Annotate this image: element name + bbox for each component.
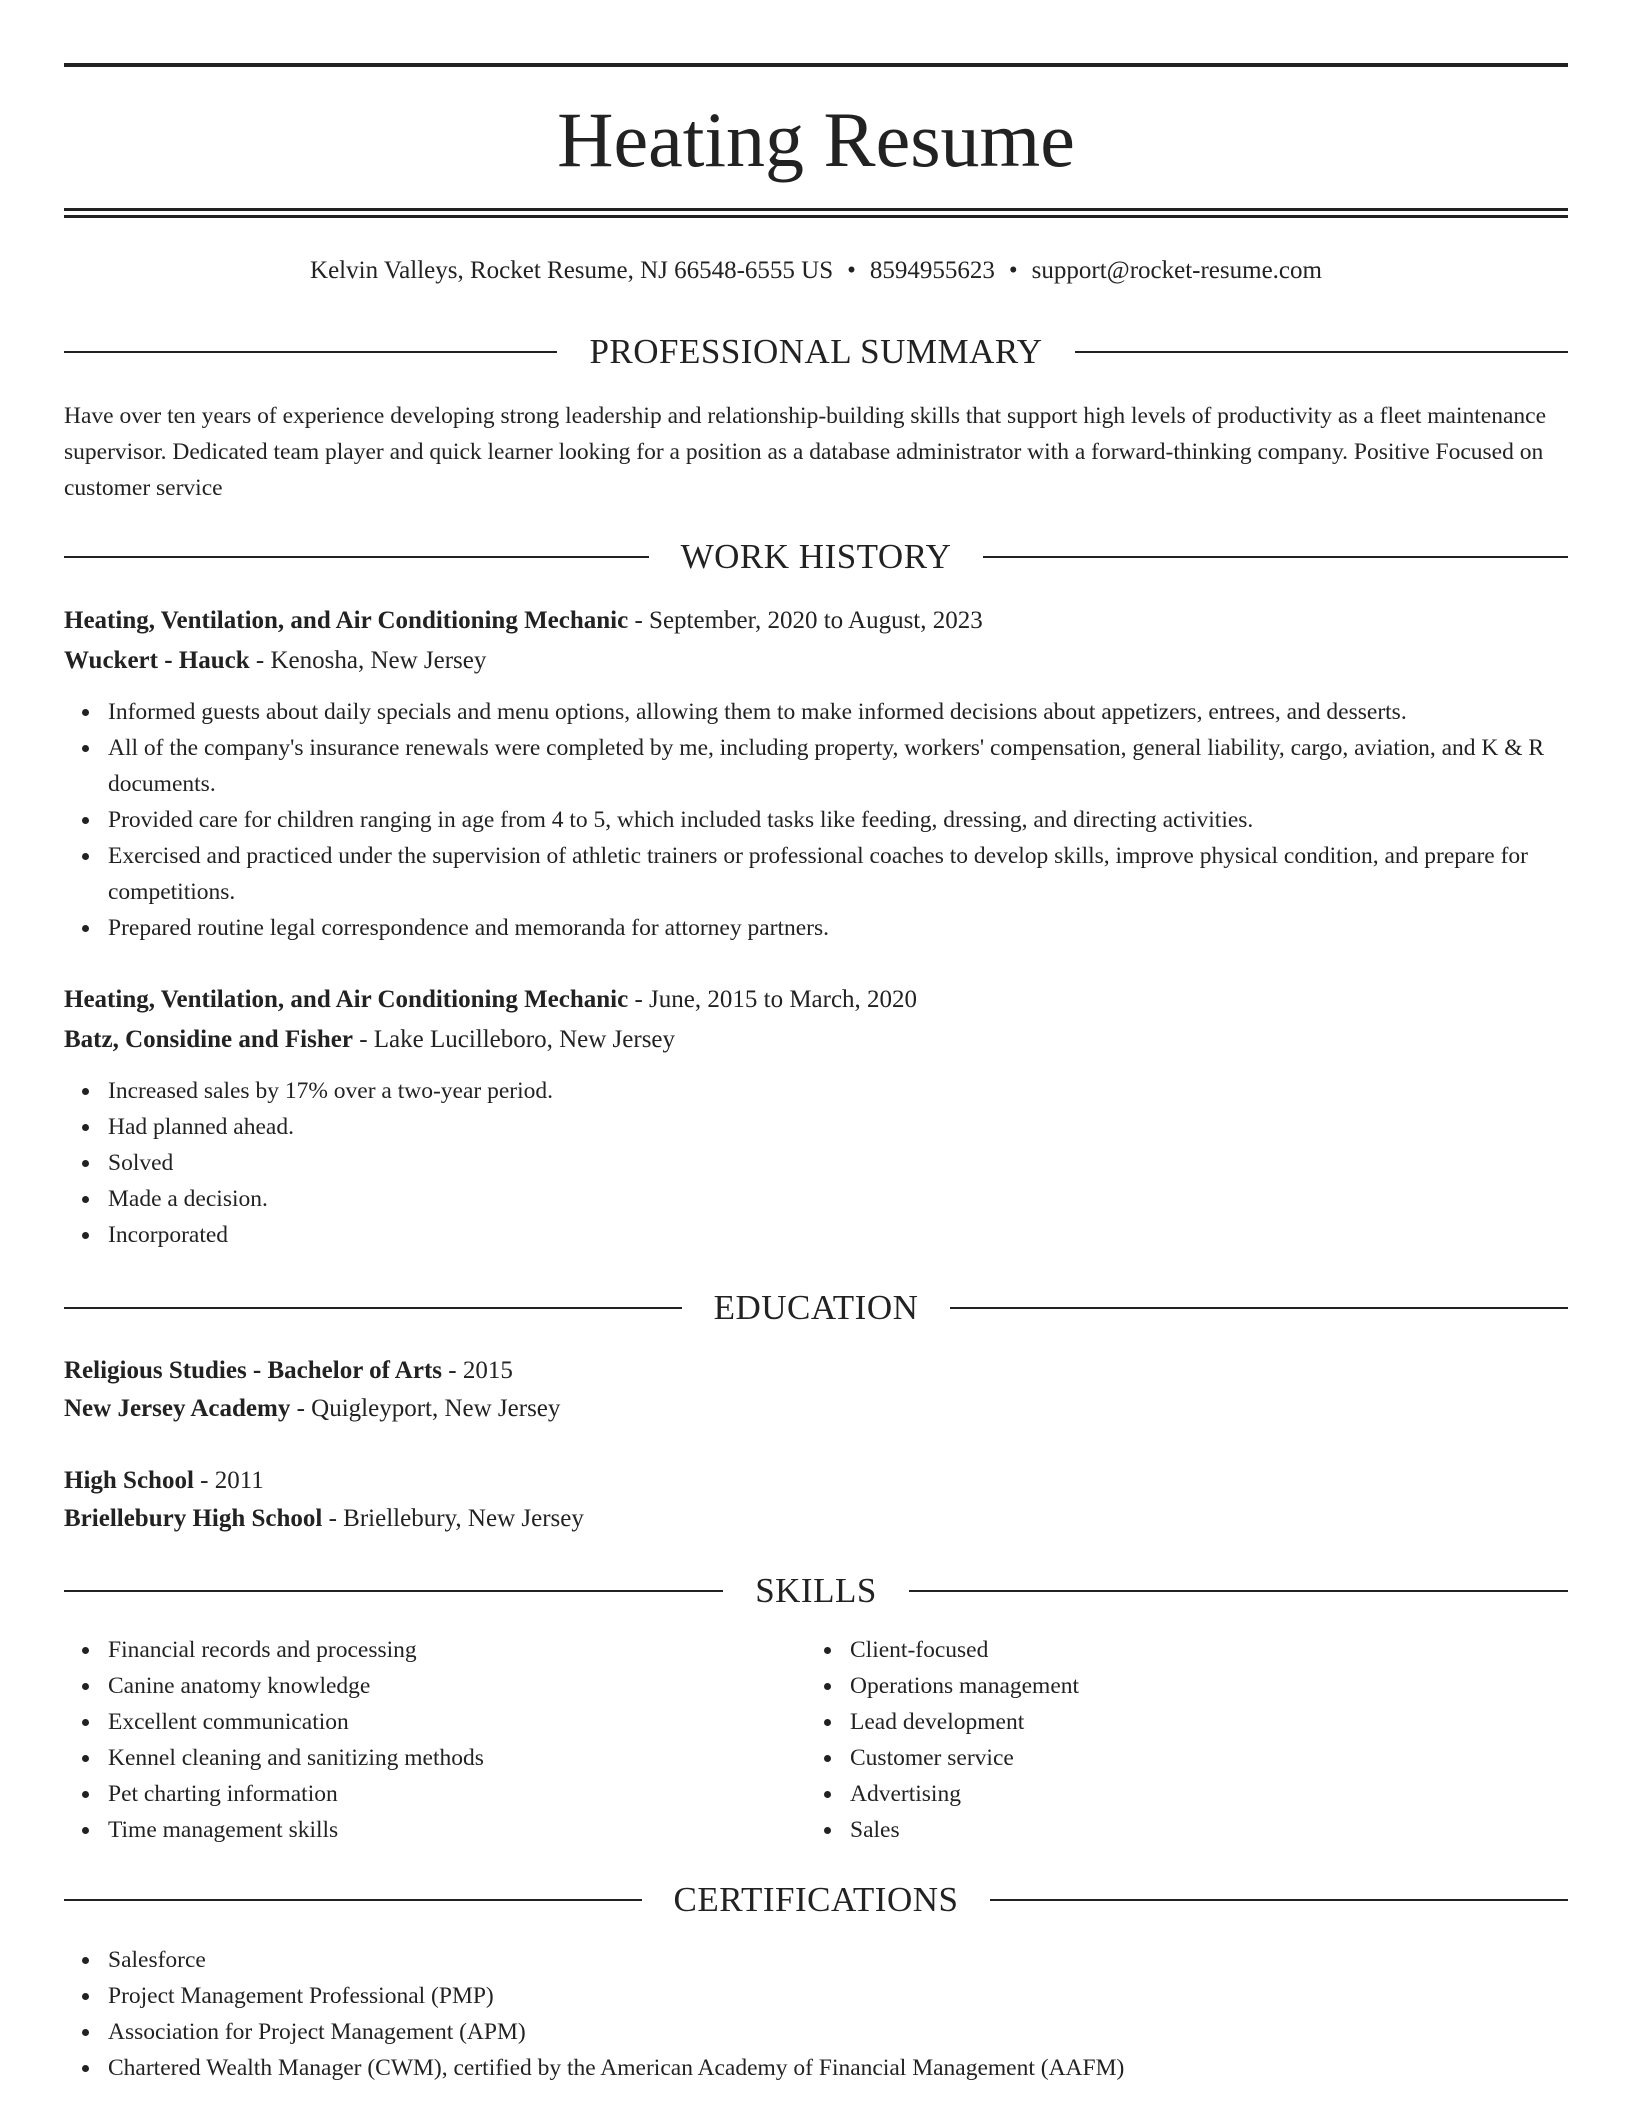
- section-rule: [983, 556, 1568, 558]
- certification-item: Chartered Wealth Manager (CWM), certified by the American Academy of Financial Management (AAFM): [108, 2050, 1612, 2086]
- section-rule: [990, 1899, 1568, 1901]
- title-double-rule: [64, 208, 1568, 218]
- list-item: Had planned ahead.: [108, 1109, 1612, 1145]
- skill-item: Time management skills: [108, 1812, 808, 1848]
- list-item: Incorporated: [108, 1217, 1612, 1253]
- education-2-degree-line: [64, 1463, 1568, 1499]
- education-year: - 2015: [442, 1357, 513, 1384]
- job-company: Batz, Considine and Fisher: [64, 1026, 353, 1053]
- list-item: Solved: [108, 1145, 1612, 1181]
- skill-item: Client-focused: [850, 1632, 1550, 1668]
- section-rule: [64, 1899, 642, 1901]
- skill-item: Pet charting information: [108, 1776, 808, 1812]
- education-section-header: [64, 1286, 1568, 1330]
- education-location: - Briellebury, New Jersey: [322, 1505, 584, 1532]
- work-heading: WORK HISTORY: [680, 537, 952, 576]
- skill-item: Lead development: [850, 1704, 1550, 1740]
- job-dates: - June, 2015 to March, 2020: [628, 986, 918, 1013]
- education-degree: Religious Studies - Bachelor of Arts: [64, 1357, 443, 1384]
- summary-section-header: [64, 330, 1568, 374]
- skill-item: Excellent communication: [108, 1704, 808, 1740]
- section-rule: [64, 1307, 682, 1309]
- job-title: Heating, Ventilation, and Air Conditioning Mechanic: [64, 986, 629, 1013]
- list-item: All of the company's insurance renewals were completed by me, including property, workers' compensation, general liability, cargo, aviation, and K & R documents.: [108, 730, 1612, 802]
- contact-address: Kelvin Valleys, Rocket Resume, NJ 66548-6555 US: [310, 257, 834, 284]
- job-company: Wuckert - Hauck: [64, 647, 250, 674]
- certifications-section-header: [64, 1878, 1568, 1922]
- education-degree: High School: [64, 1467, 194, 1494]
- education-school: New Jersey Academy: [64, 1395, 291, 1422]
- certification-item: Salesforce: [108, 1942, 1612, 1978]
- skill-item: Canine anatomy knowledge: [108, 1668, 808, 1704]
- skills-heading: SKILLS: [755, 1571, 877, 1610]
- education-year: - 2011: [193, 1467, 264, 1494]
- list-item: Made a decision.: [108, 1181, 1612, 1217]
- summary-heading: PROFESSIONAL SUMMARY: [589, 332, 1043, 371]
- summary-text: Have over ten years of experience developing strong leadership and relationship-building skills that support high levels of productivity as a fleet maintenance supervisor. Dedicated team player and quick learner looking for a position as a database administrator with a forward-thinking company. Positive Focused on customer service: [64, 403, 1547, 501]
- certification-item: Association for Project Management (APM): [108, 2014, 1612, 2050]
- job-2-title-line: [64, 982, 1568, 1018]
- job-location: - Lake Lucilleboro, New Jersey: [352, 1026, 676, 1053]
- skill-item: Sales: [850, 1812, 1550, 1848]
- section-rule: [64, 1590, 723, 1592]
- section-rule: [1075, 351, 1568, 353]
- list-item: Increased sales by 17% over a two-year period.: [108, 1073, 1612, 1109]
- contact-email: support@rocket-resume.com: [1031, 257, 1322, 284]
- list-item: Informed guests about daily specials and menu options, allowing them to make informed decisions about appetizers, entrees, and desserts.: [108, 694, 1612, 730]
- contact-separator: •: [847, 257, 856, 284]
- education-1-school-line: [64, 1391, 1568, 1427]
- contact-line: [64, 254, 1568, 288]
- job-1-company-line: [64, 643, 1568, 679]
- job-title: Heating, Ventilation, and Air Conditioning Mechanic: [64, 607, 629, 634]
- top-rule: [64, 63, 1568, 67]
- resume-title: Heating Resume: [557, 96, 1075, 183]
- list-item: Provided care for children ranging in age from 4 to 5, which included tasks like feeding, dressing, and directing activities.: [108, 802, 1612, 838]
- skills-left-list: [64, 1632, 808, 1848]
- job-1-bullets: [64, 694, 1612, 946]
- job-location: - Kenosha, New Jersey: [249, 647, 487, 674]
- job-2-bullets: [64, 1073, 1612, 1253]
- contact-phone: 8594955623: [869, 257, 995, 284]
- contact-separator: •: [1008, 257, 1018, 284]
- skill-item: Financial records and processing: [108, 1632, 808, 1668]
- education-school: Briellebury High School: [64, 1505, 323, 1532]
- certifications-list: [64, 1942, 1612, 2086]
- education-1-degree-line: [64, 1353, 1568, 1389]
- skill-item: Operations management: [850, 1668, 1550, 1704]
- job-dates: - September, 2020 to August, 2023: [628, 607, 983, 634]
- job-1-title-line: [64, 603, 1568, 639]
- section-rule: [909, 1590, 1568, 1592]
- education-2-school-line: [64, 1501, 1568, 1537]
- skill-item: Advertising: [850, 1776, 1550, 1812]
- section-rule: [64, 556, 649, 558]
- skills-section-header: [64, 1569, 1568, 1613]
- list-item: Exercised and practiced under the supervision of athletic trainers or professional coaches to develop skills, improve physical condition, and prepare for competitions.: [108, 838, 1612, 910]
- skills-right-list: [806, 1632, 1550, 1848]
- certification-item: Project Management Professional (PMP): [108, 1978, 1612, 2014]
- skill-item: Kennel cleaning and sanitizing methods: [108, 1740, 808, 1776]
- job-2-company-line: [64, 1022, 1568, 1058]
- section-rule: [64, 351, 557, 353]
- work-section-header: [64, 535, 1568, 579]
- education-heading: EDUCATION: [713, 1288, 919, 1327]
- education-location: - Quigleyport, New Jersey: [290, 1395, 561, 1422]
- list-item: Prepared routine legal correspondence and memoranda for attorney partners.: [108, 910, 1612, 946]
- skill-item: Customer service: [850, 1740, 1550, 1776]
- section-rule: [950, 1307, 1568, 1309]
- certifications-heading: CERTIFICATIONS: [673, 1880, 959, 1919]
